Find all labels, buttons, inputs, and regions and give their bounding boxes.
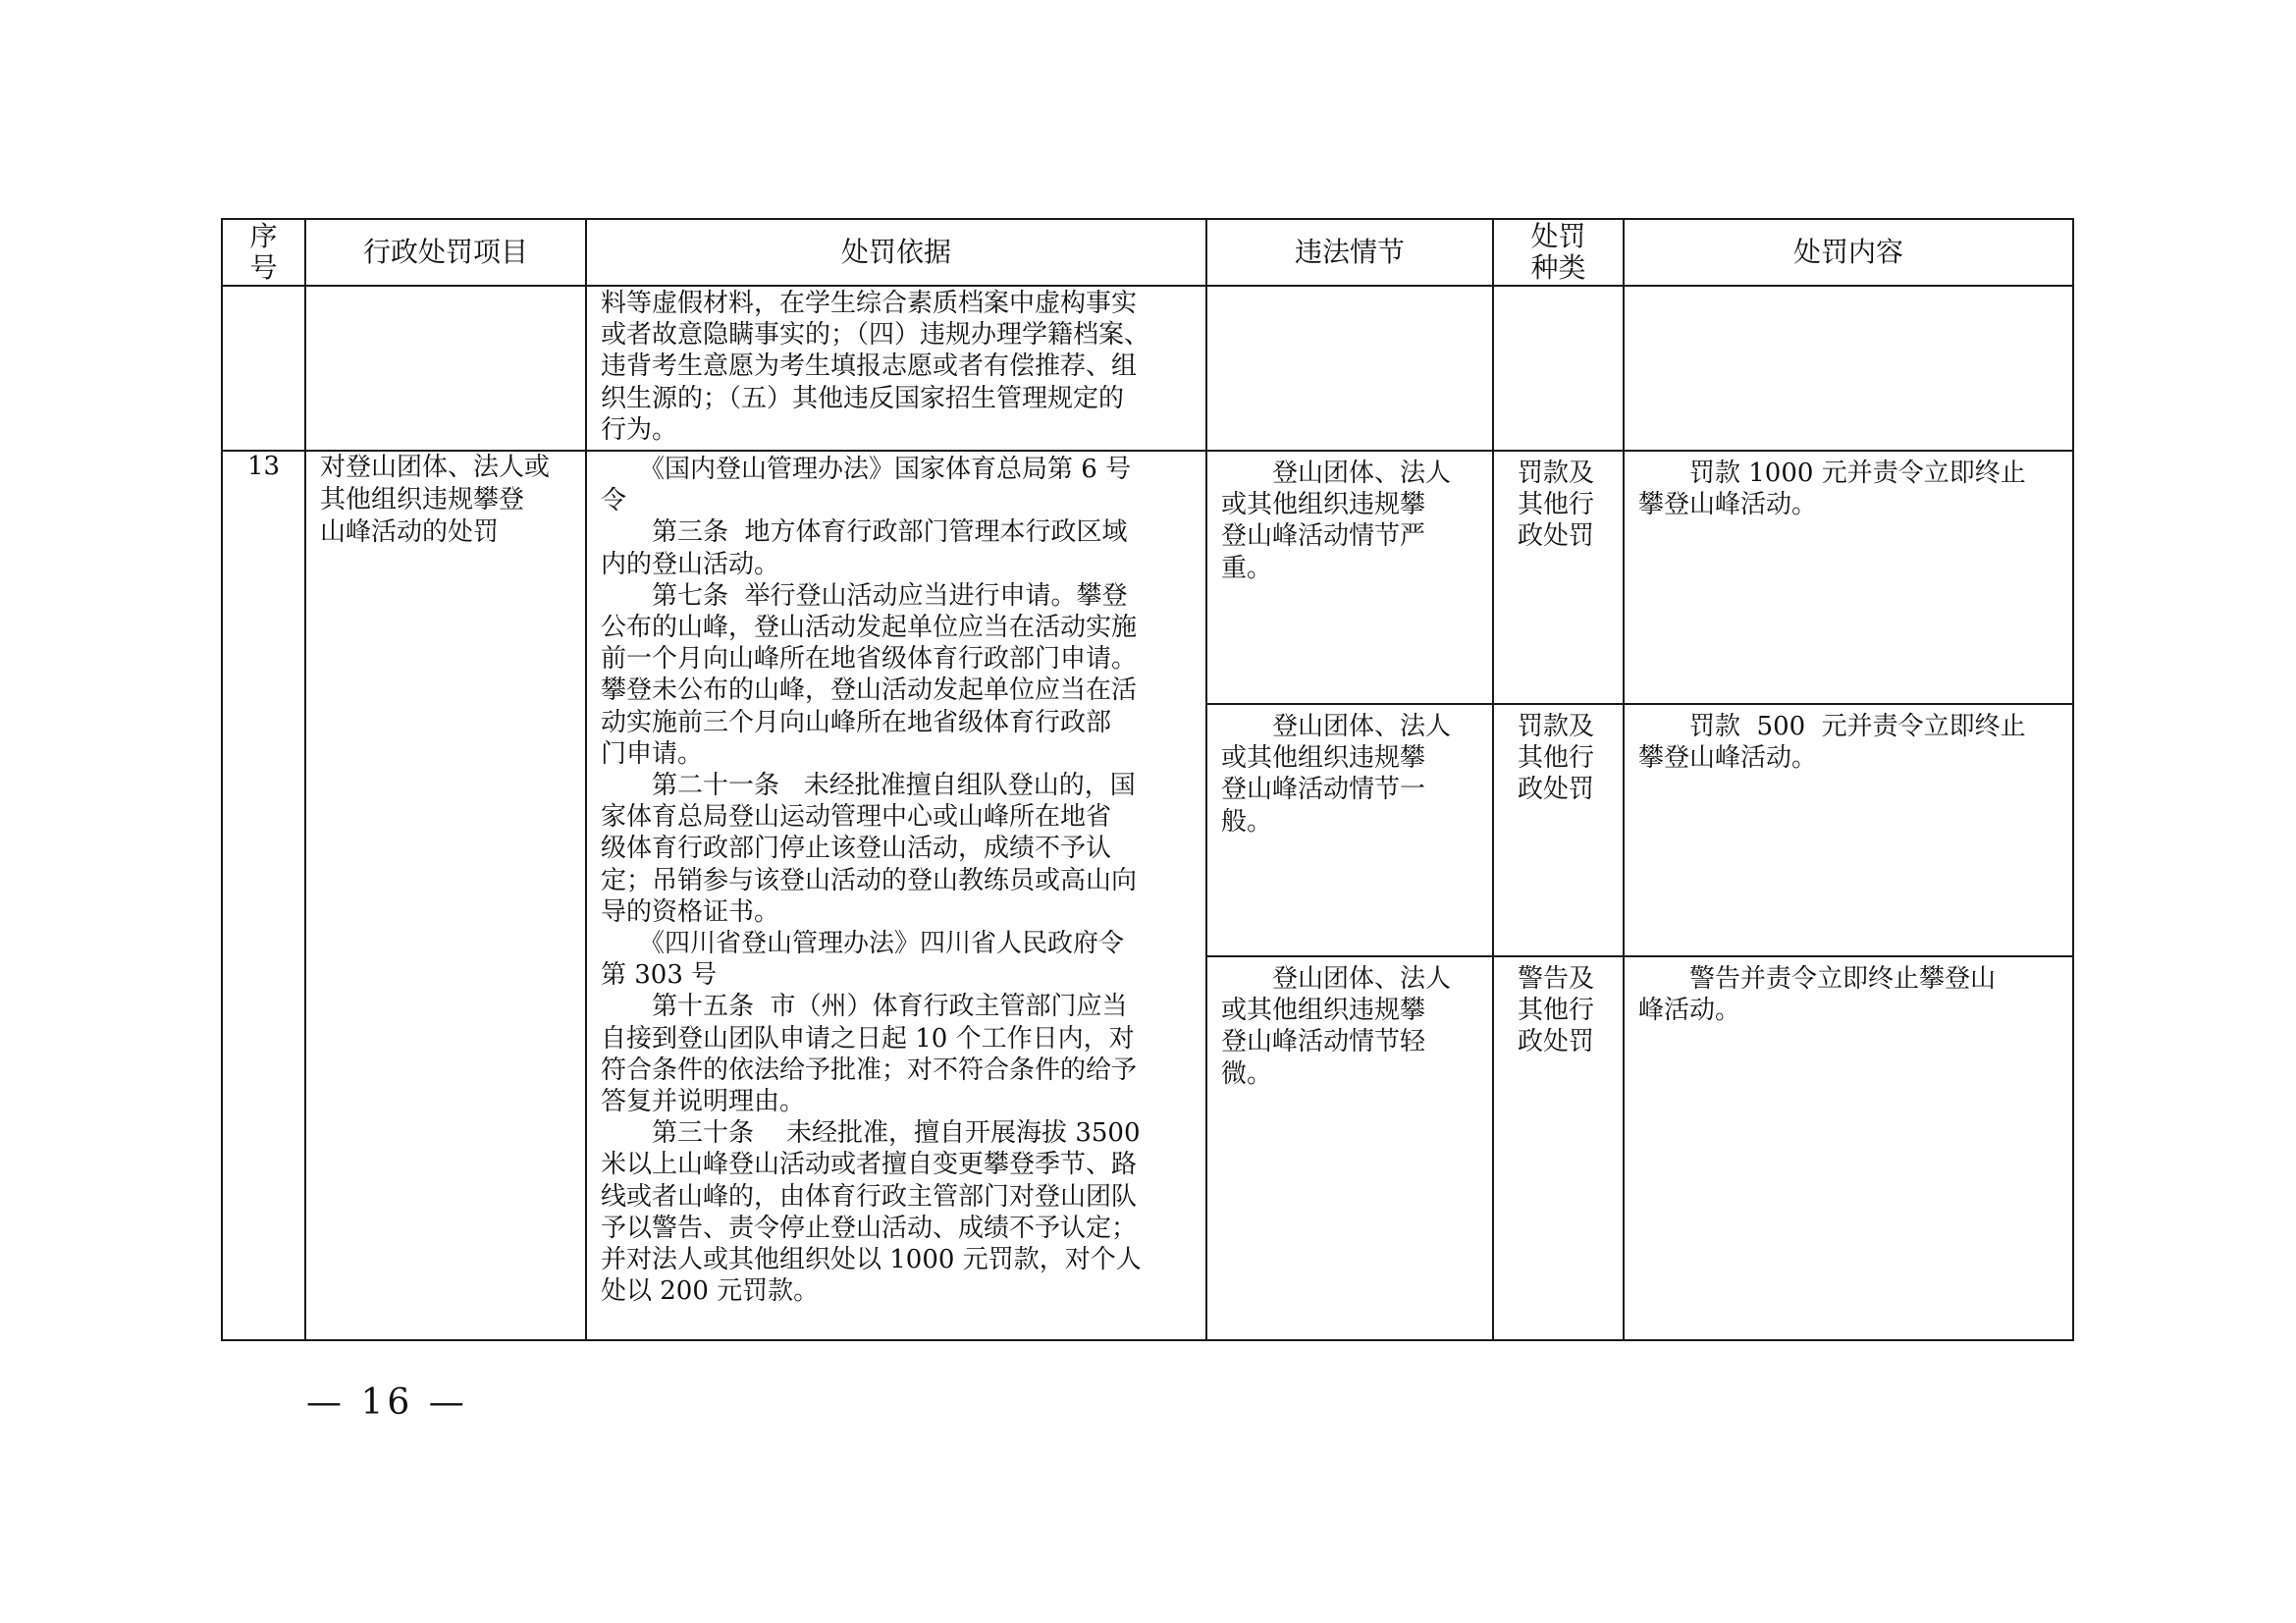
header-type: 处罚 种类 xyxy=(1493,219,1624,286)
row-13-seq: 13 xyxy=(222,451,305,1340)
row-13-type-general-cell xyxy=(1493,704,1624,956)
row-13-item: 对登山团体、法人或 其他组织违规攀登 山峰活动的处罚 xyxy=(320,453,551,547)
table-row-13-a xyxy=(222,451,2073,704)
continued-item-cell xyxy=(305,286,586,451)
continued-basis-cell xyxy=(586,286,1206,451)
row-13-circumstance-minor-cell xyxy=(1206,956,1493,1340)
row-13-content-minor-cell xyxy=(1624,956,2073,1340)
row-13-type-severe: 罚款及 其他行 政处罚 xyxy=(1518,459,1595,552)
continued-content-cell xyxy=(1624,286,2073,451)
page-number: — 16 — xyxy=(306,1382,468,1423)
row-13-circumstance-severe-cell xyxy=(1206,451,1493,704)
header-basis: 处罚依据 xyxy=(586,219,1206,286)
row-13-circumstance-severe: 登山团体、法人 或其他组织违规攀 登山峰活动情节严 重。 xyxy=(1221,459,1452,583)
row-13-type-minor: 警告及 其他行 政处罚 xyxy=(1518,964,1595,1057)
row-13-basis: 《国内登山管理办法》国家体育总局第 6 号 令 第三条 地方体育行政部门管理本行政区域 内的登山活动。 第七条 举行登山活动应当进行申请。攀登 公布的山峰，登山活动发起单位应当在活动实施 前一个月向山峰所在地省级体育行政部门申请。 攀登未公布的山峰，登山活动发起单位应当在活 动实施前三个月向山峰所在地省级体育行政部 门申请。 第二十一条 未经批准擅自组队登山的，国 家体育总局登山运动管理中心或山峰所在地省 级体育行政部门停止该登山活动，成绩不予认 定；吊销参与该登山活动的登山教练员或高山向 导的资格证书。 《四川省登山管理办法》四川省人民政府令 第 303 号 第十五条 市（州）体育行政主管部门应当 自接到登山团队申请之日起 10 个工作日内，对 符合条件的依法给予批准；对不符合条件的给予 答复并说明理由。 第三十条 未经批准，擅自开展海拔 3500 米以上山峰登山活动或者擅自变更攀登季节、路 线或者山峰的，由体育行政主管部门对登山团队 予以警告、责令停止登山活动、成绩不予认定； 并对法人或其他组织处以 1000 元罚款，对个人 处以 200 元罚款。 xyxy=(601,455,1142,1307)
row-13-type-general: 罚款及 其他行 政处罚 xyxy=(1518,712,1595,805)
continued-type-cell xyxy=(1493,286,1624,451)
row-13-type-severe-cell xyxy=(1493,451,1624,704)
header-item: 行政处罚项目 xyxy=(305,219,586,286)
header-seq: 序 号 xyxy=(222,219,305,286)
row-13-content-general-cell xyxy=(1624,704,2073,956)
table-header-row xyxy=(222,219,2073,286)
row-13-content-general: 罚款 500 元并责令立即终止 攀登山峰活动。 xyxy=(1638,712,2026,774)
row-13-type-minor-cell xyxy=(1493,956,1624,1340)
continued-basis-text: 料等虚假材料，在学生综合素质档案中虚构事实 或者故意隐瞒事实的；（四）违规办理学籍档案、 违背考生意愿为考生填报志愿或者有偿推荐、组 织生源的；（五）其他违反国家招生管理规定的 行为。 xyxy=(601,289,1150,445)
row-13-item-cell xyxy=(305,451,586,1340)
row-13-content-severe: 罚款 1000 元并责令立即终止 攀登山峰活动。 xyxy=(1638,459,2026,520)
header-circumstance: 违法情节 xyxy=(1206,219,1493,286)
row-13-content-minor: 警告并责令立即终止攀登山 峰活动。 xyxy=(1638,964,1997,1026)
row-13-circumstance-general-cell xyxy=(1206,704,1493,956)
table-row-continued xyxy=(222,286,2073,451)
continued-circumstance-cell xyxy=(1206,286,1493,451)
continued-seq-cell xyxy=(222,286,305,451)
row-13-circumstance-general: 登山团体、法人 或其他组织违规攀 登山峰活动情节一 般。 xyxy=(1221,712,1452,837)
header-content: 处罚内容 xyxy=(1624,219,2073,286)
penalty-table xyxy=(221,218,2074,1341)
row-13-content-severe-cell xyxy=(1624,451,2073,704)
row-13-circumstance-minor: 登山团体、法人 或其他组织违规攀 登山峰活动情节轻 微。 xyxy=(1221,964,1452,1089)
row-13-basis-cell xyxy=(586,451,1206,1340)
